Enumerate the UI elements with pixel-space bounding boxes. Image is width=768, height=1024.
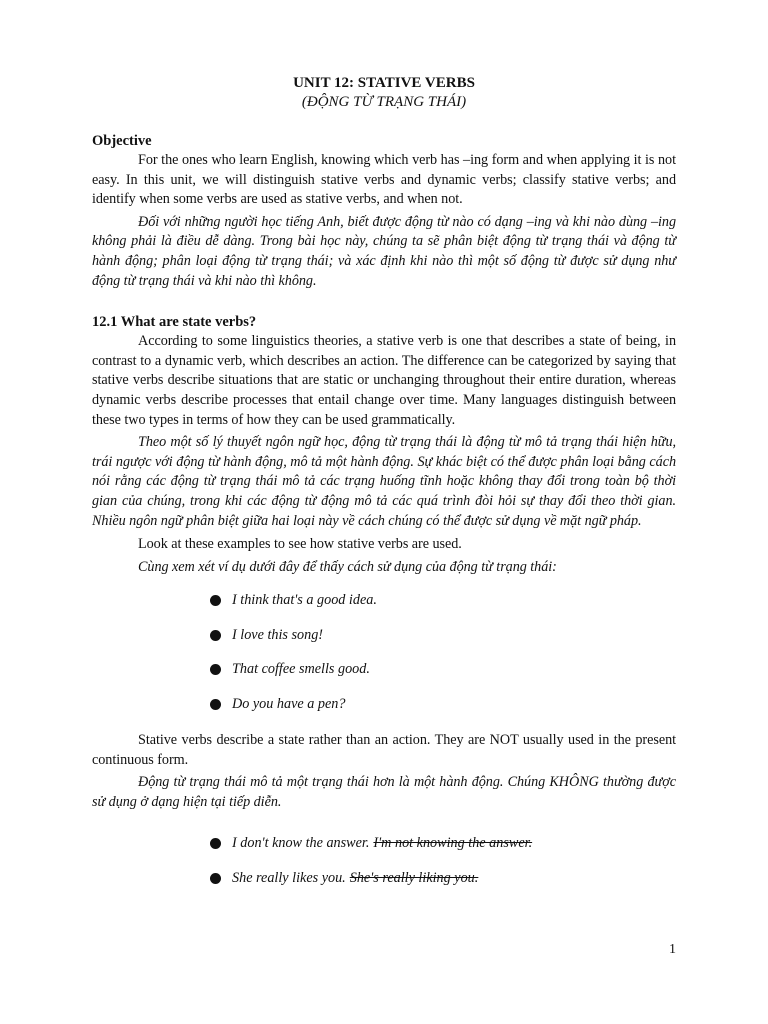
- correct-example: She really likes you.: [232, 869, 346, 886]
- correct-example: I don't know the answer.: [232, 835, 370, 852]
- examples-list: [92, 583, 676, 721]
- list-item: [210, 827, 676, 862]
- page-number: 1: [669, 942, 676, 957]
- objective-heading: Objective: [92, 133, 152, 149]
- definition-paragraph-en: According to some linguistics theories, a stative verb is one that describes a state of being, in contrast to a dynamic verb, which describes an action. The difference can be categorized by saying that stative verbs describe situations that are static or unchanging throughout their entire duration, whereas dynamic verbs describe processes that entail change over time. Many languages distinguish between these two types in terms of how they can be used grammatically.: [92, 333, 676, 428]
- unit-title: UNIT 12: STATIVE VERBS: [293, 75, 475, 91]
- unit-subtitle: (ĐỘNG TỪ TRẠNG THÁI): [301, 94, 467, 110]
- stative-paragraph-en: Stative verbs describe a state rather than an action. They are NOT usually used in the present continuous form.: [92, 732, 676, 768]
- stative-paragraph-vi: Động từ trạng thái mô tả một trạng thái hơn là một hành động. Chúng KHÔNG thường được sử dụng ở dạng hiện tại tiếp diễn.: [92, 774, 676, 811]
- example-text: I love this song!: [232, 626, 324, 643]
- bullet-icon: [210, 630, 221, 641]
- bullet-icon: [210, 699, 221, 710]
- bullet-icon: [210, 595, 221, 606]
- section-heading: 12.1 What are state verbs?: [92, 314, 257, 331]
- examples-intro-en: Look at these examples to see how stative verbs are used.: [138, 536, 462, 553]
- examples-intro-vi: Cùng xem xét ví dụ dưới đây để thấy cách sử dụng của động từ trạng thái:: [138, 558, 557, 575]
- bullet-icon: [210, 873, 221, 884]
- objective-paragraph-en: For the ones who learn English, knowing which verb has –ing form and when applying it is not easy. In this unit, we will distinguish stative verbs and dynamic verbs; classify stative verbs; and identify when some verbs are used as stative verbs, and when not.: [92, 152, 676, 208]
- list-item: [210, 687, 676, 722]
- example-text: I think that's a good idea.: [232, 592, 377, 609]
- bullet-icon: [210, 838, 221, 849]
- list-item: [210, 583, 676, 618]
- incorrect-example: I'm not knowing the answer.: [373, 835, 533, 852]
- objective-paragraph-vi: Đối với những người học tiếng Anh, biết được động từ nào có dạng –ing và khi nào dùng –ing không phải là điều dễ dàng. Trong bài học này, chúng ta sẽ phân biệt động từ trạng thái và động từ hành động; phân loại động từ trạng thái; và xác định khi nào thì một số động từ được sử dụng như động từ trạng thái và khi nào thì không.: [92, 213, 676, 289]
- incorrect-example: She's really liking you.: [349, 869, 479, 886]
- bullet-icon: [210, 664, 221, 675]
- document-page: [92, 74, 676, 896]
- list-item: [210, 861, 676, 896]
- list-item: [210, 618, 676, 653]
- example-text: Do you have a pen?: [232, 695, 346, 712]
- contrast-examples-list: [92, 827, 676, 896]
- example-text: That coffee smells good.: [232, 661, 370, 678]
- list-item: [210, 652, 676, 687]
- definition-paragraph-vi: Theo một số lý thuyết ngôn ngữ học, động từ trạng thái là động từ mô tả trạng thái hiện hữu, trái ngược với động từ hành động, mô tả một hành động. Sự khác biệt có thể được phân loại bằng cách nói rằng các động từ trạng thái mô tả các trạng huống tĩnh hoặc không thay đổi trong toàn bộ thời gian của chúng, trong khi các động từ động mô tả các quá trình đòi hỏi sự thay đổi theo thời gian. Nhiều ngôn ngữ phân biệt giữa hai loại này về cách chúng có thể được sử dụng về mặt ngữ pháp.: [92, 434, 676, 529]
